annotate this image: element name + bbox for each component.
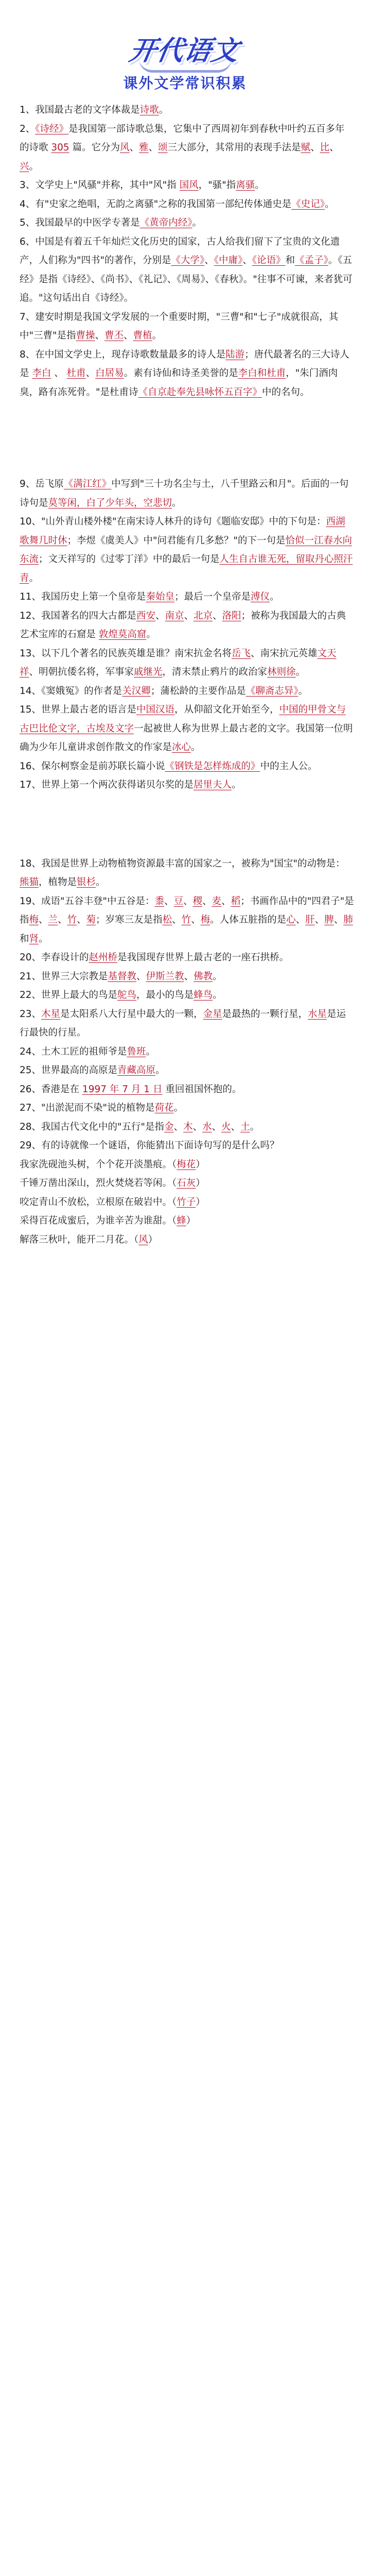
item-text: 5、我国最早的中医学专著是 (20, 217, 140, 228)
item-text: 1、我国最古老的文字体裁是 (20, 105, 140, 115)
answer-text: 恰似一江春水向东流 (20, 535, 353, 565)
item-text: ；最后一个皇帝是 (174, 591, 251, 602)
item-text: 。 (158, 105, 169, 115)
item-text: 18、我国是世界上动物植物资源最丰富的国家之一，被称为"国宝"的动物是： (20, 858, 345, 869)
list-item (20, 1005, 354, 1043)
item-text: ） (196, 1196, 205, 1208)
answer-text: 305 (51, 142, 69, 153)
item-text: 。 (270, 591, 279, 602)
footer-blank (0, 2555, 370, 2576)
answer-text: 肝 (305, 914, 315, 925)
list-item (20, 176, 354, 195)
item-text: 24、土木工匠的祖师爷是 (20, 1046, 127, 1057)
answer-text: 竹 (181, 914, 191, 925)
item-text: ，清末禁止鸦片的政治家 (162, 667, 268, 677)
answer-text: 菊 (86, 914, 96, 925)
item-text: 2、 (20, 123, 36, 134)
item-text: 、 (242, 255, 252, 266)
item-text: 中的主人公。 (260, 760, 318, 772)
item-text: 是最热的一颗行星， (222, 1008, 308, 1020)
list-item (20, 986, 354, 1005)
item-text: 9、岳飞原 (20, 479, 64, 489)
logo (0, 29, 370, 76)
answer-text: 曹操 (76, 330, 95, 341)
item-text: 。 (295, 667, 306, 677)
answer-text: 荷花 (154, 1103, 174, 1113)
list-item (20, 776, 354, 795)
answer-text: 肾 (29, 933, 39, 944)
item-text: 25、世界最高的高原是 (20, 1065, 118, 1076)
riddle-line (20, 1156, 354, 1175)
answer-text: 《孟子》 (295, 255, 328, 266)
item-text: 、 (164, 895, 174, 907)
item-text: 、 (295, 914, 306, 925)
riddle-line (20, 1231, 354, 1250)
answer-text: 雅 (139, 142, 149, 153)
answer-text: 《聊斋志异》 (245, 685, 298, 697)
answer-text: 佛教 (193, 971, 213, 982)
answer-text: 林则徐 (267, 667, 296, 677)
answer-text: 鸵鸟 (117, 990, 137, 1001)
riddle-line (20, 1193, 354, 1212)
answer-text: 中国的甲骨文与古巴比伦文字，古埃及文字 (20, 704, 346, 734)
item-text: 14、《窦娥冤》的作者是 (20, 685, 122, 697)
item-text: 和 (285, 255, 295, 266)
item-text: 、 (213, 610, 222, 621)
item-text: ） (196, 1178, 205, 1189)
item-text: 。 (172, 497, 182, 509)
item-text: 是太阳系八大行星中最大的一颗， (60, 1008, 203, 1020)
item-text: 22、世界上最大的鸟是 (20, 990, 118, 1001)
item-text: 。 (152, 330, 162, 341)
list-item (20, 948, 354, 968)
answer-text: 竹 (67, 914, 77, 925)
item-text: 13、以下几个著名的民族英雄是谁？南宋抗金名将 (20, 648, 232, 659)
item-text: 10、"山外青山楼外楼"在南宋诗人林升的诗句《题临安邸》中的下句是： (20, 516, 326, 527)
item-text: 27、"出淤泥而不染"说的植物是 (20, 1103, 155, 1113)
answer-text: 敦煌莫高窟 (98, 629, 147, 640)
item-text: 、 (204, 255, 214, 266)
item-text: 。 (213, 971, 222, 982)
item-text: 、 (221, 895, 231, 907)
answer-text: 南京 (165, 610, 184, 621)
item-text: 12、我国著名的四大古都是 (20, 610, 137, 621)
answer-text: 火 (221, 1121, 231, 1132)
list-item (20, 1137, 354, 1156)
item-text: ，最小的鸟是 (136, 990, 194, 1001)
answer-text: 西安 (136, 610, 156, 621)
answer-text: 《满江红》 (63, 479, 112, 489)
item-text: 是我国现存世界上最古老的一座石拱桥。 (117, 952, 289, 963)
item-text: 篇。它分为 (69, 142, 120, 153)
item-text: 、 (192, 1121, 203, 1132)
item-text: 、 (39, 914, 48, 925)
item-text: 、 (77, 914, 86, 925)
item-text: 、 (231, 1121, 241, 1132)
answer-text: 赋 (301, 142, 311, 153)
item-text: 、明朝抗倭名将，军事家 (29, 667, 134, 677)
list-item (20, 607, 354, 645)
list-item (20, 588, 354, 607)
item-text: 6、中国是有着五千年灿烂文化历史的国家，古人给我们留下了宝贵的文化遗产，人们称为"四书"的著作，分别是 (20, 236, 340, 266)
knowledge-list (20, 101, 354, 1249)
item-text: 。 (232, 779, 241, 790)
list-item (20, 701, 354, 757)
item-text: 。 (146, 629, 156, 640)
item-text: 重回祖国怀抱的。 (162, 1083, 242, 1095)
answer-text: 李白 (32, 368, 51, 379)
list-item (20, 308, 354, 346)
item-text: 。 (325, 198, 334, 210)
item-text: 、 (183, 895, 193, 907)
answer-text: 豆 (173, 895, 184, 907)
item-text: 15、世界上最古老的语言是 (20, 704, 137, 715)
answer-text: 《诗经》 (35, 123, 69, 134)
item-text: 16、保尔柯察金是前苏联长篇小说 (20, 760, 165, 772)
answer-text: 竹子 (177, 1196, 196, 1208)
item-text: ；蒲松龄的主要作品是 (150, 685, 246, 697)
list-item (20, 757, 354, 776)
answer-text: 《大学》 (171, 255, 205, 266)
list-item (20, 1118, 354, 1137)
item-text: 。 (213, 990, 222, 1001)
list-item (20, 513, 354, 588)
answer-text: 金星 (203, 1008, 222, 1020)
riddle-list (20, 1156, 354, 1250)
list-item (20, 682, 354, 701)
item-text: 。 (29, 161, 39, 172)
item-text: ；文天祥写的《过零丁洋》中的最后一句是 (39, 554, 220, 565)
answer-text: 《黄帝内经》 (139, 217, 192, 228)
item-text: 、 (173, 1121, 184, 1132)
answer-text: 兰 (48, 914, 58, 925)
answer-text: 《史记》 (291, 198, 325, 210)
item-text: ，从仰韶文化开始至今， (174, 704, 279, 715)
item-text: 是我国第一部诗歌总集，它集中了西周初年到春秋中叶约五百多年的诗歌 (20, 123, 345, 153)
item-text: 7、建安时期是我国文学发展的一个重要时期，"三曹"和"七子"成就很高，其中"三曹"是指 (20, 311, 339, 341)
item-text: 、 (202, 895, 212, 907)
answer-text: 黍 (154, 895, 165, 907)
answer-text: 国风 (179, 180, 199, 191)
item-text: ） (186, 1215, 196, 1226)
item-text: 。 (96, 877, 105, 888)
item-text: 。 (155, 1065, 165, 1076)
answer-text: 石灰 (177, 1178, 196, 1189)
answer-text: 蜂鸟 (193, 990, 213, 1001)
answer-text: 伊斯兰教 (146, 971, 184, 982)
answer-text: 赵州桥 (89, 952, 118, 963)
answer-text: 土 (240, 1121, 250, 1132)
item-text: 、 (314, 914, 325, 925)
item-text: 8、在中国文学史上，现存诗歌数量最多的诗人是 (20, 349, 226, 360)
answer-text: 木 (183, 1121, 193, 1132)
logo-text: 开代语文 (127, 36, 242, 66)
item-text: 。 (191, 742, 201, 753)
answer-text: 梅 (200, 914, 210, 925)
item-text: 中的名句。 (262, 386, 310, 398)
answer-text: 关汉卿 (122, 685, 151, 697)
item-text: 、 (136, 971, 146, 982)
item-text: ；被称为我国最大的古典艺术宝库的石窟是 (20, 610, 346, 640)
answer-text: 戚继光 (134, 667, 163, 677)
item-text: 和 (20, 933, 29, 944)
answer-text: 风 (120, 142, 130, 153)
answer-text: 松 (162, 914, 172, 925)
item-text: 4、有"史家之绝唱，无韵之离骚"之称的我国第一部纪传体通史是 (20, 198, 292, 210)
item-text: 。素有诗仙和诗圣美誉的是 (124, 368, 238, 379)
item-text: 、 (329, 142, 339, 153)
list-item (20, 1043, 354, 1062)
item-text: 28、我国古代文化中的"五行"是指 (20, 1121, 165, 1132)
item-text: 、 (155, 610, 165, 621)
answer-text: 曹丕 (104, 330, 124, 341)
item-text: 咬定青山不放松，立根原在破岩中。（ (20, 1196, 177, 1208)
answer-text: 陆游 (225, 349, 245, 360)
item-text: 、 (95, 330, 105, 341)
answer-text: 兴 (20, 161, 29, 172)
item-text: 。 (255, 180, 265, 191)
item-text: ；岁寒三友是指 (96, 914, 163, 925)
answer-text: 冰心 (172, 742, 191, 753)
answer-text: 肺 (343, 914, 353, 925)
answer-text: 离骚 (236, 180, 255, 191)
item-text: 、 (124, 330, 133, 341)
item-text: 、 (51, 368, 67, 379)
answer-text: 西湖歌舞几时休 (20, 516, 345, 546)
item-text: 、 (148, 142, 158, 153)
answer-text: 鲁班 (127, 1046, 146, 1057)
item-text: 千锤万凿出深山，烈火焚烧若等闲。（ (20, 1178, 177, 1189)
item-text: 、 (191, 914, 201, 925)
answer-text: 岳飞 (232, 648, 251, 659)
logo-swoosh (139, 59, 232, 73)
item-text: 、 (184, 610, 194, 621)
answer-text: 白居易 (95, 368, 124, 379)
answer-text: 熊猫 (20, 877, 39, 888)
answer-text: 北京 (193, 610, 213, 621)
item-text: 19、成语"五谷丰登"中五谷是： (20, 895, 155, 907)
answer-text: 稻 (231, 895, 241, 907)
item-text: ；唐代最著名的三大诗人是 (20, 349, 349, 379)
item-text: 。《五经》是指《诗经》、《尚书》、《礼记》、《周易》、《春秋》。"往事不可谏，来者犹可追。"这句话出自《诗经》。 (20, 255, 353, 303)
answer-text: 青藏高原 (117, 1065, 156, 1076)
item-text: 、 (172, 914, 182, 925)
answer-text: 金 (164, 1121, 174, 1132)
list-item (20, 1099, 354, 1118)
answer-text: 中国汉语 (136, 704, 175, 715)
item-text: 。 (298, 685, 308, 697)
answer-text: 曹植 (133, 330, 152, 341)
item-text: 、 (333, 914, 344, 925)
item-text: 我家洗砚池头树，个个花开淡墨痕。（ (20, 1159, 177, 1170)
item-text: 解落三秋叶，能开二月花。（ (20, 1234, 139, 1245)
list-item (20, 892, 354, 949)
item-text: ，"朱门酒肉臭，路有冻死骨。"是杜甫诗 (20, 368, 338, 398)
item-text: ；书画作品中的"四君子"是指 (20, 895, 354, 925)
item-text: 、 (184, 971, 194, 982)
answer-text: 《中庸》 (214, 255, 243, 266)
answer-text: 水星 (308, 1008, 327, 1020)
answer-text: 梅花 (177, 1159, 196, 1170)
item-text: 、 (310, 142, 320, 153)
answer-text: 基督教 (108, 971, 137, 982)
item-text: 一起被世人称为世界上最古老的文字。我国第一位明确为少年儿童讲求创作散文的作家是 (20, 723, 353, 753)
item-text: 。 (39, 933, 48, 944)
item-text: 、 (85, 368, 96, 379)
item-text: 17、世界上第一个两次获得诺贝尔奖的是 (20, 779, 194, 790)
answer-text: 稷 (192, 895, 203, 907)
item-text: 、 (129, 142, 139, 153)
list-item (20, 645, 354, 682)
list-item (20, 968, 354, 987)
list-item (20, 233, 354, 308)
answer-text: 文天祥 (20, 648, 337, 677)
item-text: 、 (212, 1121, 222, 1132)
list-item (20, 195, 354, 214)
list-item (20, 1080, 354, 1099)
item-text: 。 (192, 217, 202, 228)
list-item (20, 855, 354, 892)
item-text: 、南宋抗元英雄 (251, 648, 318, 659)
answer-text: 《钢铁是怎样炼成的》 (165, 760, 260, 772)
list-item (20, 1061, 354, 1080)
item-text: 11、我国历史上第一个皇帝是 (20, 591, 146, 602)
item-text: 采得百花成蜜后，为谁辛苦为谁甜。（ (20, 1215, 177, 1226)
item-text: 20、李春设计的 (20, 952, 89, 963)
answer-text: 《论语》 (252, 255, 286, 266)
answer-text: 杜甫 (66, 368, 86, 379)
answer-text: 1997 年 7 月 1 日 (82, 1083, 163, 1095)
list-item (20, 214, 354, 233)
item-text: ；李煜《虞美人》中"问君能有几多愁？"的下一句是 (67, 535, 286, 546)
answer-text: 木星 (41, 1008, 61, 1020)
answer-text: 李白和杜甫 (238, 368, 286, 379)
item-text: 3、文学史上"风骚"并称，其中"风"指 (20, 180, 180, 191)
item-text: 26、香港是在 (20, 1083, 82, 1095)
item-text: 21、世界三大宗教是 (20, 971, 108, 982)
list-item (20, 101, 354, 120)
answer-text: 蜂 (177, 1215, 186, 1226)
riddle-line (20, 1174, 354, 1193)
answer-text: 洛阳 (222, 610, 241, 621)
answer-text: 溥仪 (251, 591, 270, 602)
answer-text: 颂 (158, 142, 168, 153)
item-text: 。 (173, 1103, 184, 1113)
answer-text: 水 (202, 1121, 212, 1132)
item-text: ，"骚"指 (198, 180, 236, 191)
item-text: 中写到"三十功名尘与土，八千里路云和月"。后面的一句诗句是 (20, 479, 349, 509)
answer-text: 比 (320, 142, 330, 153)
answer-text: 风 (138, 1234, 148, 1245)
answer-text: 秦始皇 (146, 591, 175, 602)
answer-text: 麦 (212, 895, 222, 907)
list-item (20, 120, 354, 177)
document-title: 课外文学常识积累 (123, 75, 247, 92)
riddle-line (20, 1212, 354, 1231)
item-text: 。 (146, 1046, 156, 1057)
answer-text: 人生自古谁无死，留取丹心照汗青 (20, 554, 353, 584)
item-text: 是运行最快的行星。 (20, 1008, 346, 1038)
answer-text: 梅 (29, 914, 39, 925)
list-item (20, 475, 354, 513)
answer-text: 银杉 (77, 877, 96, 888)
answer-text: 《自京赴奉先县咏怀五百字》 (138, 386, 262, 398)
item-text: ，植物是 (39, 877, 77, 888)
answer-text: 莫等闲，白了少年头，空悲切 (48, 497, 172, 509)
item-text: 。 (250, 1121, 260, 1132)
answer-text: 心 (286, 914, 296, 925)
list-item (20, 346, 354, 402)
item-text: 。人体五脏指的是 (210, 914, 287, 925)
answer-text: 居里夫人 (193, 779, 232, 790)
answer-text: 诗歌 (139, 105, 159, 115)
item-text: 、 (58, 914, 67, 925)
item-text: 三大部分，其常用的表现手法是 (167, 142, 301, 153)
item-text: 23、 (20, 1008, 42, 1020)
item-text: ） (196, 1159, 205, 1170)
item-text: 29、有的诗就像一个谜语，你能猜出下面诗句写的是什么吗？ (20, 1140, 279, 1151)
item-text: ） (148, 1234, 158, 1245)
item-text: 。 (29, 572, 39, 584)
answer-text: 脾 (324, 914, 334, 925)
